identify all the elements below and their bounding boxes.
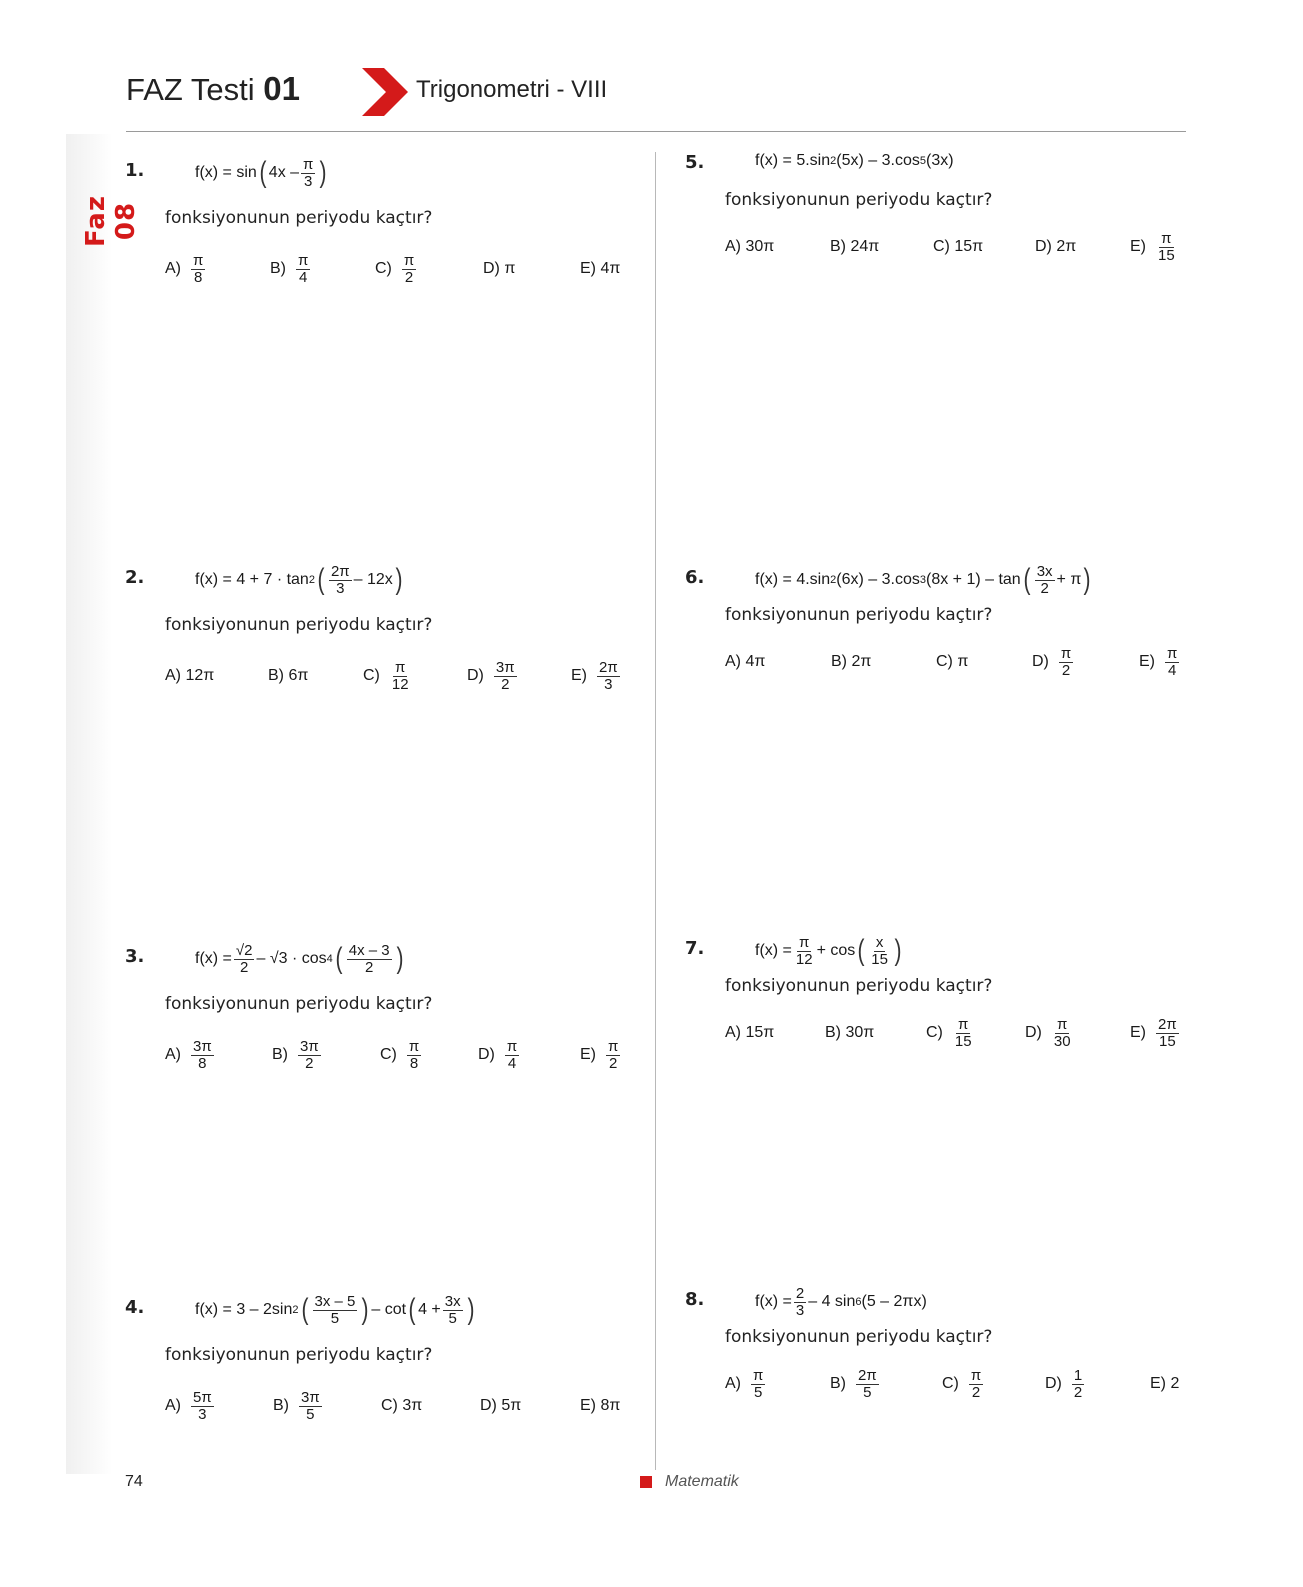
question-number: 8. [685, 1289, 705, 1310]
choice-a[interactable]: A) 15π [725, 1024, 775, 1041]
question-number: 4. [125, 1297, 145, 1318]
side-strip [66, 134, 141, 1474]
choice-b[interactable]: B) $\frac{2\pi}{5}$ [830, 1366, 877, 1401]
column-divider [655, 152, 656, 1470]
question-expression: f(x) = sin ( 4x – $\frac{\pi}{3}$ ) [195, 155, 327, 190]
choice-e[interactable]: E) $\frac{\pi}{15}$ [1130, 229, 1175, 264]
page-subtitle: Trigonometri - VIII [416, 76, 608, 103]
choice-a[interactable]: A) $\frac{3\pi}{8}$ [165, 1037, 212, 1072]
page-title [126, 70, 300, 108]
choice-d[interactable]: D) $\frac{\pi}{4}$ [478, 1037, 518, 1072]
footer-square-icon [640, 1476, 652, 1488]
choice-e[interactable]: E) $\frac{\pi}{2}$ [580, 1037, 619, 1072]
choice-b[interactable]: B) 30π [825, 1024, 875, 1041]
choice-d[interactable]: D) 2π [1035, 238, 1077, 255]
question-number: 1. [125, 160, 145, 181]
page-number: 74 [125, 1473, 143, 1490]
question-prompt: fonksiyonunun periyodu kaçtır? [725, 976, 993, 996]
choice-b[interactable]: B) $\frac{3\pi}{2}$ [272, 1037, 319, 1072]
choices [725, 1365, 1183, 1411]
choices [725, 643, 1183, 689]
question-prompt: fonksiyonunun periyodu kaçtır? [725, 1327, 993, 1347]
question-number: 5. [685, 152, 705, 173]
question-number: 7. [685, 938, 705, 959]
chevron-right-icon [362, 68, 408, 116]
choice-b[interactable]: B) 6π [268, 667, 309, 684]
question-expression: f(x) = 5.sin 2 (5x) – 3.cos 5 (3x) [755, 152, 954, 169]
side-tag: Faz 08 [81, 195, 141, 247]
choices [165, 1036, 623, 1082]
choices [165, 1387, 623, 1433]
question-prompt: fonksiyonunun periyodu kaçtır? [165, 994, 433, 1014]
choice-c[interactable]: C) 15π [933, 238, 984, 255]
question-expression: f(x) = 3 – 2sin 2 ( $\frac{3x - 5}{5}$ ) – cot ( 4 + $\frac{3x}{5}$ ) [195, 1292, 475, 1327]
choices [165, 250, 623, 296]
choice-d[interactable]: D) $\frac{3\pi}{2}$ [467, 658, 515, 693]
choice-a[interactable]: A) $\frac{5\pi}{3}$ [165, 1388, 212, 1423]
choice-d[interactable]: D) $\frac{1}{2}$ [1045, 1366, 1083, 1401]
question-prompt: fonksiyonunun periyodu kaçtır? [165, 1345, 433, 1365]
choice-b[interactable]: B) 24π [830, 238, 880, 255]
choices [725, 228, 1183, 274]
title-main: FAZ Testi [126, 72, 255, 107]
choice-e[interactable]: E) 2 [1150, 1375, 1180, 1392]
question-number: 6. [685, 567, 705, 588]
choice-c[interactable]: C) $\frac{\pi}{2}$ [375, 251, 415, 286]
choice-d[interactable]: D) $\frac{\pi}{2}$ [1032, 644, 1072, 679]
choice-d[interactable]: D) 5π [480, 1397, 522, 1414]
question-expression: f(x) = $\frac{√2}{2}$ – √3 · cos 4 ( $\frac{4x - 3}{2}$ ) [195, 941, 404, 976]
choice-e[interactable]: E) $\frac{\pi}{4}$ [1139, 644, 1178, 679]
footer-subject: Matematik [665, 1473, 739, 1490]
choice-e[interactable]: E) $\frac{2\pi}{15}$ [1130, 1015, 1177, 1050]
question-expression: f(x) = 4.sin 2 (6x) – 3.cos 3 (8x + 1) – tan ( $\frac{3x}{2}$ + π ) [755, 562, 1091, 597]
choice-e[interactable]: E) 4π [580, 260, 621, 277]
choice-b[interactable]: B) $\frac{\pi}{4}$ [270, 251, 309, 286]
question-expression: f(x) = $\frac{\pi}{12}$ + cos ( $\frac{x}{15}$ ) [755, 933, 902, 968]
question-number: 3. [125, 946, 145, 967]
choice-a[interactable]: A) $\frac{\pi}{5}$ [725, 1366, 764, 1401]
choice-a[interactable]: A) 30π [725, 238, 775, 255]
choice-e[interactable]: E) 8π [580, 1397, 621, 1414]
choice-c[interactable]: C) $\frac{\pi}{8}$ [380, 1037, 420, 1072]
choice-a[interactable]: A) $\frac{\pi}{8}$ [165, 251, 204, 286]
choice-c[interactable]: C) $\frac{\pi}{12}$ [363, 658, 409, 693]
question-prompt: fonksiyonunun periyodu kaçtır? [165, 208, 433, 228]
choices [165, 657, 623, 703]
question-prompt: fonksiyonunun periyodu kaçtır? [165, 615, 433, 635]
question-number: 2. [125, 567, 145, 588]
choice-a[interactable]: A) 12π [165, 667, 215, 684]
header-divider [126, 131, 1186, 132]
question-prompt: fonksiyonunun periyodu kaçtır? [725, 190, 993, 210]
choice-c[interactable]: C) 3π [381, 1397, 423, 1414]
choice-b[interactable]: B) $\frac{3\pi}{5}$ [273, 1388, 320, 1423]
choice-a[interactable]: A) 4π [725, 653, 766, 670]
question-expression: f(x) = 4 + 7 · tan 2 ( $\frac{2\pi}{3}$ – 12x ) [195, 562, 403, 597]
choice-c[interactable]: C) $\frac{\pi}{15}$ [926, 1015, 972, 1050]
choice-b[interactable]: B) 2π [831, 653, 872, 670]
choice-d[interactable]: D) π [483, 260, 516, 277]
question-prompt: fonksiyonunun periyodu kaçtır? [725, 605, 993, 625]
title-number: 01 [263, 70, 300, 107]
choices [725, 1014, 1183, 1060]
choice-d[interactable]: D) $\frac{\pi}{30}$ [1025, 1015, 1071, 1050]
choice-c[interactable]: C) $\frac{\pi}{2}$ [942, 1366, 982, 1401]
question-expression: f(x) = $\frac{2}{3}$ – 4 sin 6 (5 – 2πx) [755, 1284, 927, 1319]
choice-c[interactable]: C) π [936, 653, 969, 670]
choice-e[interactable]: E) $\frac{2\pi}{3}$ [571, 658, 618, 693]
